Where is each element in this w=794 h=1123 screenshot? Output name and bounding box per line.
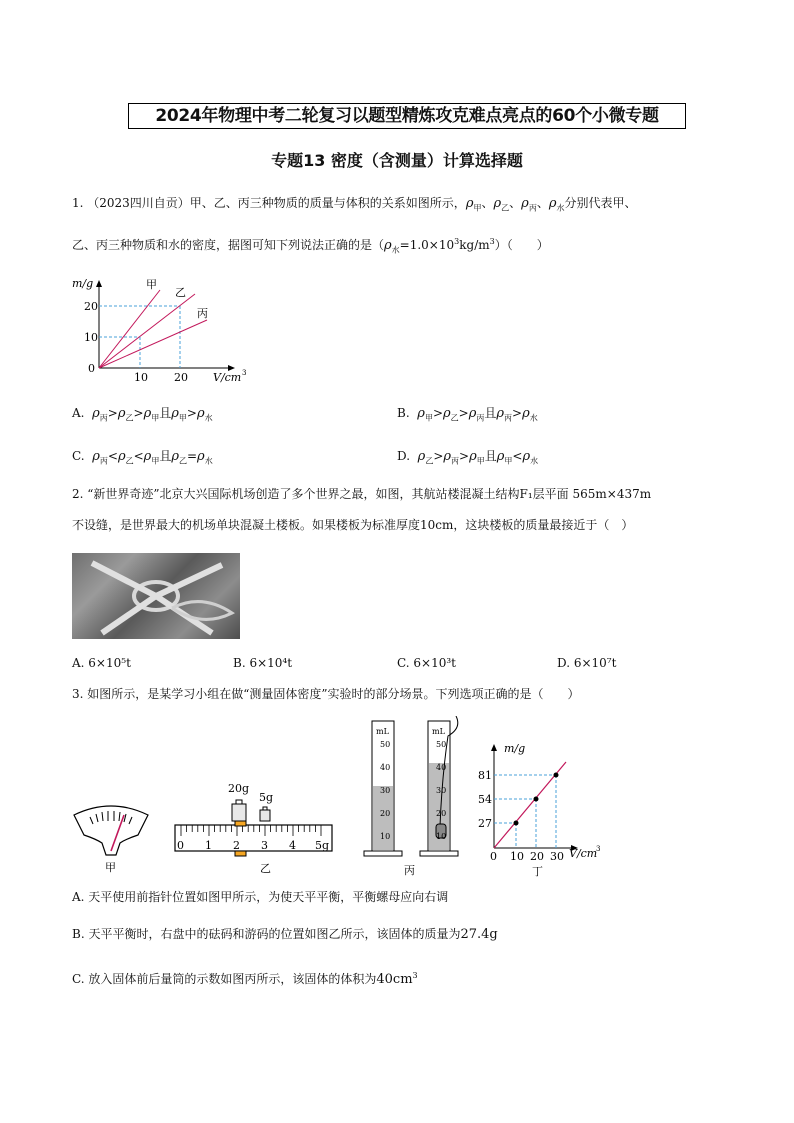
op: >: [107, 406, 118, 420]
point-20-54: [534, 797, 539, 802]
rho: ρ: [117, 449, 126, 464]
scale-5g: 5g: [315, 839, 330, 852]
sub: 甲: [151, 456, 160, 466]
fig-bing-graduated-cylinders: [360, 716, 470, 878]
weight-5g-block: [260, 810, 270, 821]
and: 且: [484, 449, 497, 463]
rho: ρ: [443, 406, 451, 421]
rho: ρ: [92, 406, 100, 421]
rho: ρ: [417, 406, 425, 421]
sub: 甲: [424, 413, 433, 423]
rho: ρ: [197, 449, 205, 464]
ding-ytick-27: 27: [478, 817, 492, 830]
sub: 乙: [125, 413, 134, 423]
y-axis-label: m/g: [72, 277, 94, 290]
water-unit: kg/m: [459, 238, 490, 252]
q1-option-c[interactable]: [72, 448, 213, 469]
y-arrow: [96, 280, 102, 287]
cyl2-t30: 30: [436, 786, 447, 795]
cyl2-t10: 10: [436, 832, 447, 841]
ding-x-exp: 3: [596, 845, 601, 853]
q3-line1: 3. 如图所示，是某学习小组在做“测量固体密度”实验时的部分场景。下列选项正确的是（ ）: [72, 687, 580, 701]
op: <: [512, 449, 523, 463]
rho-shui: ρ: [548, 196, 557, 211]
ytick-10: 10: [84, 331, 98, 344]
q1-text: 1. （2023四川自贡）甲、乙、丙三种物质的质量与体积的关系如图所示，: [72, 196, 466, 210]
rho: ρ: [496, 406, 505, 421]
rho-water: ρ: [384, 238, 392, 253]
rho: ρ: [117, 406, 126, 421]
document-title: 2024年物理中考二轮复习以题型精炼攻克难点亮点的60个小微专题: [128, 103, 686, 129]
q1-line1: [72, 195, 637, 216]
label-bing: 丙: [197, 307, 208, 320]
rho: ρ: [469, 449, 477, 464]
op: >: [433, 449, 444, 463]
sub: 丙: [476, 413, 485, 423]
q3-optc-text: C. 放入固体前后量筒的示数如图丙所示，该固体的体积为: [72, 972, 377, 986]
q3-optc-exp: 3: [412, 971, 418, 980]
cyl1-t30: 30: [380, 786, 391, 795]
op: >: [458, 406, 469, 420]
label-jia: 甲: [146, 278, 157, 291]
sub: 甲: [178, 413, 187, 423]
q2-option-c[interactable]: C. 6×10³t: [397, 656, 456, 670]
rho: ρ: [496, 449, 505, 464]
q2-option-a[interactable]: A. 6×10⁵t: [72, 656, 131, 670]
water-exp: 3: [454, 237, 460, 246]
op: >: [432, 406, 443, 420]
fig-yi-weights-rider: [172, 778, 342, 878]
line-jia: [99, 290, 160, 368]
scale-4: 4: [289, 839, 296, 852]
op: <: [133, 449, 144, 463]
opt-label: B.: [397, 406, 410, 420]
rho-bing: ρ: [521, 196, 529, 211]
q3-option-b[interactable]: [72, 926, 498, 943]
line-bing: [99, 320, 207, 368]
fig-jia-balance-pointer: [70, 803, 152, 875]
q2-line1: 2. “新世界奇迹”北京大兴国际机场创造了多个世界之最，如图，其航站楼混凝土结构F₁层平面 565m×437m: [72, 487, 652, 501]
airport-terminal-shape: [72, 553, 240, 639]
rho: ρ: [522, 449, 531, 464]
rho: ρ: [196, 406, 205, 421]
cyl2-t50: 50: [436, 740, 447, 749]
q2-option-d[interactable]: D. 6×10⁷t: [557, 656, 617, 670]
x-axis-exp: 3: [242, 369, 247, 377]
cyl1-unit: mL: [376, 727, 389, 736]
cyl2-t40: 40: [436, 763, 447, 772]
q2-line2: 不设缝，是世界最大的机场单块混凝土楼板。如果楼板为标准厚度10cm，这块楼板的质量最接近于（ ）: [72, 518, 634, 532]
cylinder-after-base: [420, 851, 458, 856]
scale-2: 2: [233, 839, 240, 852]
fig-label-ding: 丁: [532, 865, 543, 878]
rho: ρ: [522, 406, 530, 421]
op: <: [107, 449, 118, 463]
cyl1-t10: 10: [380, 832, 391, 841]
fig-label-yi: 乙: [260, 862, 271, 875]
sep: 、: [536, 196, 549, 210]
rho: ρ: [143, 406, 152, 421]
cyl2-unit: mL: [432, 727, 445, 736]
water-unit-exp: 3: [489, 237, 495, 246]
ding-xtick-0: 0: [490, 850, 497, 863]
weight-20g-handle: [236, 800, 242, 804]
sep: 、: [509, 196, 522, 210]
scale-3: 3: [261, 839, 268, 852]
q3-optb-value: 27.4g: [460, 927, 498, 942]
sub-shui: 水: [556, 203, 565, 213]
op: >: [512, 406, 523, 420]
sub-bing: 丙: [528, 203, 537, 213]
sub: 水: [529, 413, 538, 423]
sub: 丙: [99, 456, 108, 466]
ytick-20: 20: [84, 300, 98, 313]
q1-line2: [72, 234, 549, 258]
rho: ρ: [417, 449, 426, 464]
scale-1: 1: [205, 839, 212, 852]
weight-20g: 20g: [228, 782, 250, 795]
q1-mass-volume-graph: [70, 270, 260, 390]
fig-ding-mass-volume-graph: [476, 740, 606, 880]
rho: ρ: [92, 449, 100, 464]
sub: 丙: [451, 456, 460, 466]
sub: 甲: [151, 413, 160, 423]
rho: ρ: [171, 406, 179, 421]
label-yi: 乙: [175, 286, 186, 299]
q3-option-c[interactable]: [72, 968, 418, 988]
cyl2-t20: 20: [436, 809, 447, 818]
op: >: [186, 406, 197, 420]
ytick-0: 0: [88, 362, 95, 375]
q3-option-a[interactable]: A. 天平使用前指针位置如图甲所示，为使天平平衡，平衡螺母应向右调: [72, 890, 449, 904]
sub: 乙: [450, 413, 459, 423]
and: 且: [159, 406, 172, 420]
ding-ytick-54: 54: [478, 793, 492, 806]
sub: 丙: [99, 413, 108, 423]
cylinder-before-base: [364, 851, 402, 856]
ding-xtick-10: 10: [510, 850, 524, 863]
ding-y-arrow: [491, 744, 497, 751]
opt-label: C.: [72, 449, 85, 463]
xtick-20: 20: [174, 371, 188, 384]
sub: 水: [204, 456, 213, 466]
sub-jia: 甲: [473, 203, 482, 213]
ding-xtick-30: 30: [550, 850, 564, 863]
q1-answer-paren: ）（ ）: [494, 238, 549, 252]
line-yi: [99, 294, 195, 368]
point-10-27: [514, 821, 519, 826]
opt-label: A.: [72, 406, 85, 420]
q3-optc-value: 40cm: [376, 972, 413, 987]
xtick-10: 10: [134, 371, 148, 384]
scale-0: 0: [177, 839, 184, 852]
sub: 甲: [476, 456, 485, 466]
sub: 丙: [504, 413, 513, 423]
sep: 、: [481, 196, 494, 210]
opt-label: D.: [397, 449, 411, 463]
rider-top[interactable]: [235, 821, 246, 826]
q1-option-a[interactable]: [72, 405, 213, 426]
rho-yi: ρ: [493, 196, 502, 211]
x-axis-label: V/cm: [213, 371, 242, 384]
sub: 乙: [125, 456, 134, 466]
rho: ρ: [468, 406, 477, 421]
sub: 乙: [425, 456, 434, 466]
sub: 水: [530, 456, 539, 466]
op: >: [133, 406, 144, 420]
fig-label-jia: 甲: [105, 861, 116, 874]
cyl1-t40: 40: [380, 763, 391, 772]
rho: ρ: [171, 449, 179, 464]
cyl1-t20: 20: [380, 809, 391, 818]
ding-x-label: V/cm: [569, 847, 598, 860]
q3-optb-text: B. 天平平衡时，右盘中的砝码和游码的位置如图乙所示，该固体的质量为: [72, 927, 461, 941]
q1-text2: 乙、丙三种物质和水的密度，据图可知下列说法正确的是（: [72, 238, 385, 252]
weight-20g-block: [232, 804, 246, 821]
sub: 水: [204, 413, 213, 423]
q1-option-d[interactable]: [397, 448, 538, 469]
sub: 甲: [504, 456, 513, 466]
ding-xtick-20: 20: [530, 850, 544, 863]
cyl1-t50: 50: [380, 740, 391, 749]
airport-aerial-photo: [72, 553, 240, 639]
q2-option-b[interactable]: B. 6×10⁴t: [233, 656, 293, 670]
rho: ρ: [443, 449, 452, 464]
and: 且: [484, 406, 497, 420]
and: 且: [159, 449, 172, 463]
ding-y-label: m/g: [504, 742, 526, 755]
q1-text-end: 分别代表甲、: [564, 196, 637, 210]
sub-yi: 乙: [501, 203, 510, 213]
rho: ρ: [143, 449, 152, 464]
ding-ytick-81: 81: [478, 769, 492, 782]
op: =: [186, 449, 198, 463]
sub: 乙: [178, 456, 187, 466]
point-30-81: [554, 773, 559, 778]
sub-shui2: 水: [391, 245, 400, 255]
weight-5g: 5g: [259, 791, 274, 804]
section-subtitle: 专题13 密度（含测量）计算选择题: [271, 151, 523, 170]
fig-label-bing: 丙: [404, 864, 415, 877]
rho-jia: ρ: [465, 196, 474, 211]
op: >: [459, 449, 470, 463]
q1-option-b[interactable]: [397, 405, 538, 426]
water-density-value: =1.0×10: [399, 238, 455, 252]
